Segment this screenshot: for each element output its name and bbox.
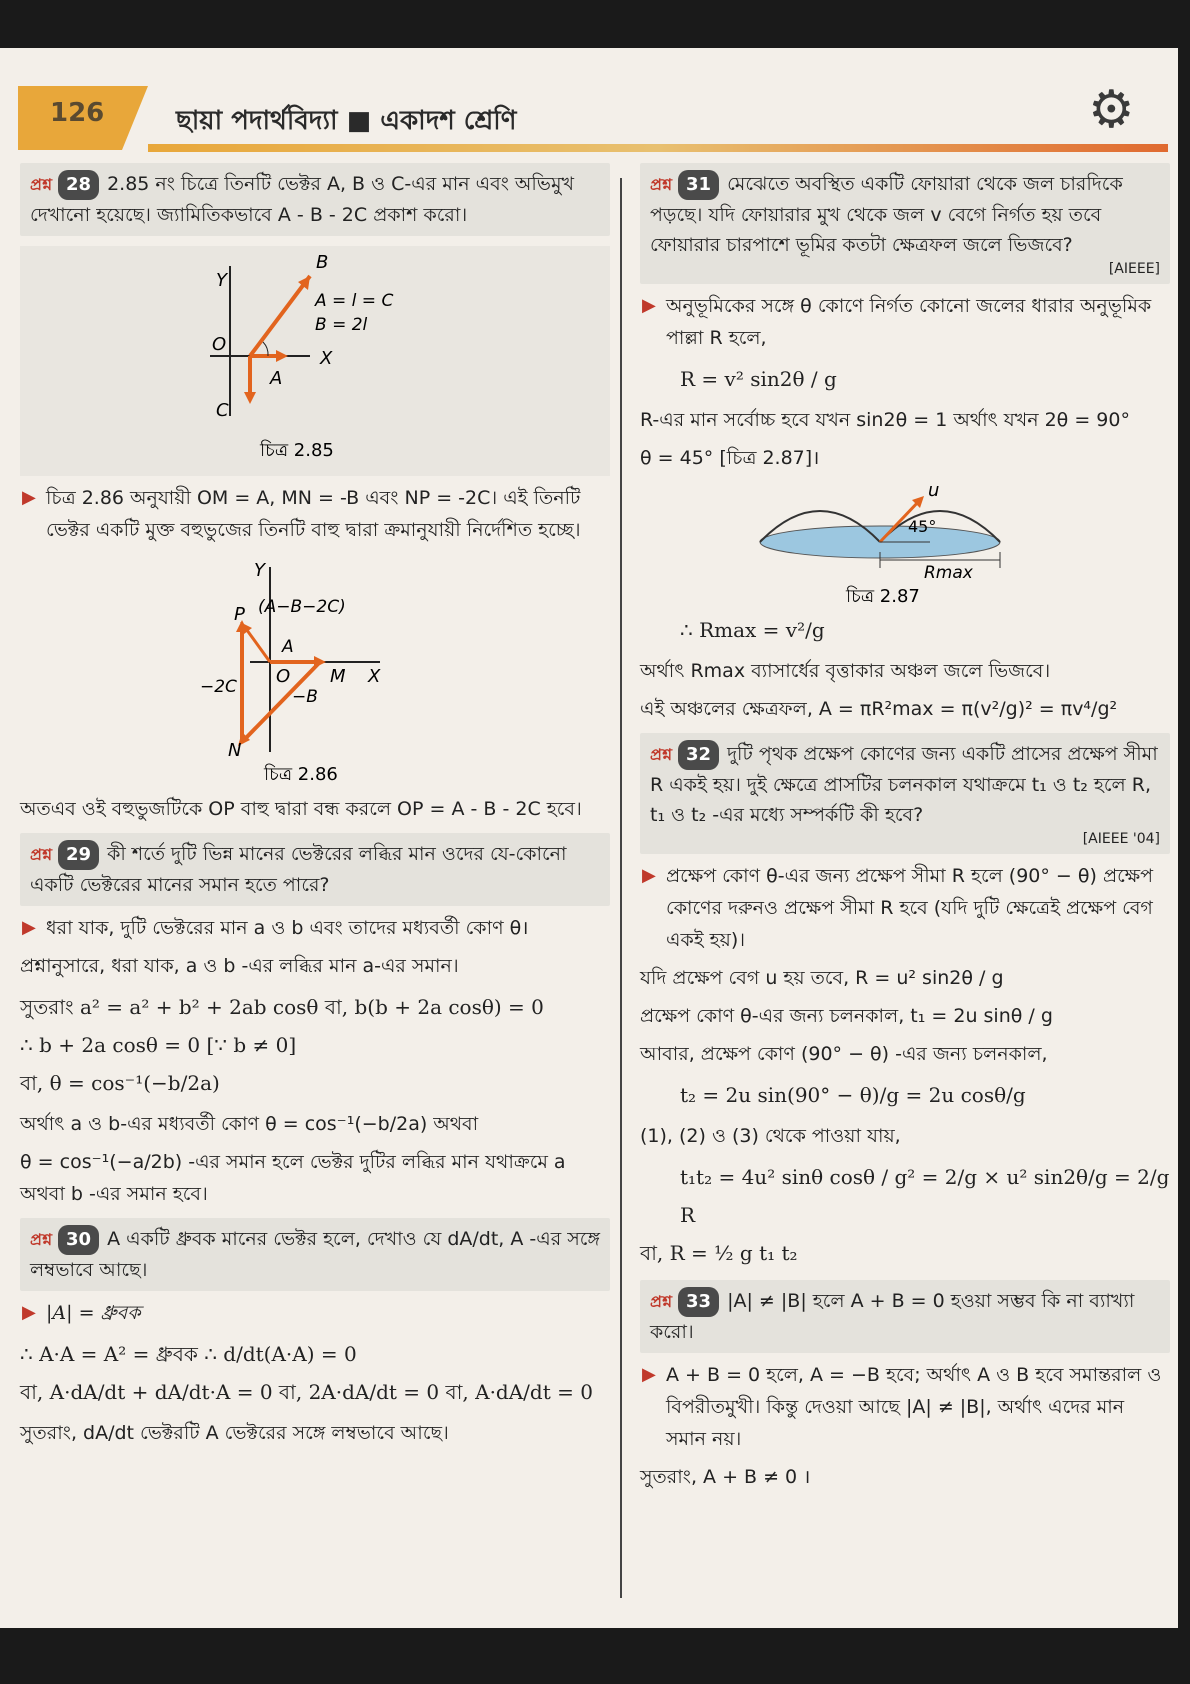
- svg-text:−B: −B: [292, 687, 318, 707]
- answer-31-line-3: θ = 45° [চিত্র 2.87]।: [640, 447, 820, 469]
- svg-text:O: O: [212, 334, 227, 355]
- question-28: [20, 163, 610, 236]
- answer-line-1: ধরা যাক, দুটি ভেক্টরের মান a ও b এবং তাদের মধ্যবর্তী কোণ θ।: [46, 917, 529, 939]
- answer-29: [20, 912, 610, 944]
- figure-caption: চিত্র 2.86: [264, 764, 338, 785]
- answer-line-1: A + B = 0 হলে, A = −B হবে; অর্থাৎ A ও B হবে সমান্তরাল ও বিপরীতমুখী। কিন্তু দেওয়া আছে |A| ≠ |B|, অর্থাৎ এদের মান সমান নয়।: [666, 1364, 1162, 1450]
- equation: বা, R = ½ g t₁ t₂: [640, 1241, 798, 1265]
- question-label: প্রশ্ন: [650, 175, 673, 194]
- figure-2-85: [20, 246, 610, 476]
- equation: R = v² sin2θ / g: [680, 367, 837, 391]
- answer-33-line-2: সুতরাং, A + B ≠ 0 ।: [640, 1466, 811, 1488]
- svg-text:B: B: [316, 252, 329, 273]
- question-text: 2.85 নং চিত্রে তিনটি ভেক্টর A, B ও C-এর মান এবং অভিমুখ দেখানো হয়েছে। জ্যামিতিকভাবে A - B - 2C প্রকাশ করো।: [30, 173, 574, 226]
- answer-31-line-5: এই অঞ্চলের ক্ষেত্রফল, A = πR²max = π(v²/g)² = πv⁴/g²: [640, 698, 1118, 720]
- svg-text:N: N: [228, 740, 242, 761]
- answer-32: [640, 860, 1170, 956]
- answer-arrow-icon: ▶: [642, 295, 656, 316]
- vector-diagram-286: [20, 552, 580, 787]
- question-number: 29: [58, 840, 99, 870]
- equation: বা, A·dA/dt + dA/dt·A = 0 বা, 2A·dA/dt = 0 বা, A·dA/dt = 0: [20, 1380, 593, 1404]
- left-column: [20, 163, 610, 1455]
- svg-text:M: M: [330, 666, 346, 687]
- answer-33: [640, 1359, 1170, 1455]
- question-text: মেঝেতে অবস্থিত একটি ফোয়ারা থেকে জল চারদিকে পড়ছে। যদি ফোয়ারার মুখ থেকে জল v বেগে নির্গত হয় তবে ফোয়ারার চারপাশে ভূমির কতটা ক্ষেত্রফল জলে ভিজবে?: [650, 173, 1123, 256]
- answer-29-line-2: প্রশ্নানুসারে, ধরা যাক, a ও b -এর লব্ধির মান a-এর সমান।: [20, 955, 459, 977]
- question-32: [640, 733, 1170, 854]
- conclusion-28: অতএব ওই বহুভুজটিকে OP বাহু দ্বারা বন্ধ করলে OP = A - B - 2C হবে।: [20, 798, 582, 820]
- exam-reference: [AIEEE]: [1108, 261, 1160, 277]
- equation: ∴ A·A = A² = ধ্রুবক ∴ d/dt(A·A) = 0: [20, 1342, 357, 1366]
- question-31: [640, 163, 1170, 284]
- svg-text:O: O: [276, 666, 291, 687]
- figure-caption: চিত্র 2.85: [260, 440, 334, 461]
- svg-text:C: C: [216, 400, 229, 421]
- equation: ∴ b + 2a cosθ = 0 [∵ b ≠ 0]: [20, 1033, 297, 1057]
- equation: বা, θ = cos⁻¹(−b/2a): [20, 1071, 220, 1095]
- question-number: 31: [678, 170, 719, 200]
- fountain-diagram: [640, 480, 1170, 605]
- book-title: ছায়া পদার্থবিদ্যা ■ একাদশ শ্রেণি: [176, 106, 517, 136]
- textbook-page: [0, 48, 1178, 1628]
- svg-text:Y: Y: [216, 270, 227, 291]
- question-33: [640, 1280, 1170, 1353]
- exam-reference: [AIEEE '04]: [1082, 831, 1160, 847]
- svg-text:X: X: [368, 666, 381, 687]
- answer-arrow-icon: ▶: [642, 865, 656, 886]
- page-header: [18, 80, 1168, 156]
- fig-label-u: u: [928, 480, 940, 501]
- equation: সুতরাং a² = a² + b² + 2ab cosθ বা, b(b + 2a cosθ) = 0: [20, 995, 544, 1019]
- question-text: কী শর্তে দুটি ভিন্ন মানের ভেক্টরের লব্ধির মান ওদের যে-কোনো একটি ভেক্টরের মানের সমান হতে পারে?: [30, 843, 567, 896]
- equation: প্রক্ষেপ কোণ θ-এর জন্য চলনকাল, t₁ = 2u sinθ / g: [640, 1005, 1053, 1027]
- answer-29-line-4: θ = cos⁻¹(−a/2b) -এর সমান হলে ভেক্টর দুটির লব্ধির মান যথাক্রমে a অথবা b -এর সমান হবে।: [20, 1151, 566, 1205]
- figure-caption: চিত্র 2.87: [846, 586, 920, 605]
- conclusion-30: সুতরাং, dA/dt ভেক্টরটি A ভেক্টরের সঙ্গে লম্বভাবে আছে।: [20, 1422, 449, 1444]
- fig-label-rmax: Rmax: [924, 563, 973, 583]
- answer-text: চিত্র 2.86 অনুযায়ী OM = A, MN = -B এবং NP = -2C। এই তিনটি ভেক্টর একটি মুক্ত বহুভুজের তিনটি বাহু দ্বারা ক্রমানুযায়ী নির্দেশিত হচ্ছে।: [46, 487, 581, 541]
- answer-31: [640, 290, 1170, 354]
- question-number: 32: [678, 740, 719, 770]
- right-column: [640, 163, 1170, 1499]
- question-number: 33: [678, 1287, 719, 1317]
- svg-text:P: P: [234, 604, 245, 625]
- answer-arrow-icon: ▶: [22, 487, 36, 508]
- svg-text:Y: Y: [254, 560, 265, 581]
- question-29: [20, 833, 610, 906]
- question-number: 30: [58, 1225, 99, 1255]
- answer-arrow-icon: ▶: [22, 1302, 36, 1323]
- answer-28: [20, 482, 610, 546]
- answer-31-line-4: অর্থাৎ Rmax ব্যাসার্ধের বৃত্তাকার অঞ্চল জলে ভিজবে।: [640, 660, 1051, 682]
- equation: (1), (2) ও (3) থেকে পাওয়া যায়,: [640, 1125, 901, 1147]
- equation: |A| = ধ্রুবক: [46, 1302, 141, 1324]
- answer-arrow-icon: ▶: [22, 917, 36, 938]
- question-label: প্রশ্ন: [650, 1292, 673, 1311]
- question-text: |A| ≠ |B| হলে A + B = 0 হওয়া সম্ভব কি না ব্যাখ্যা করো।: [650, 1290, 1135, 1343]
- svg-text:−2C: −2C: [200, 677, 237, 697]
- question-label: প্রশ্ন: [30, 1230, 53, 1249]
- equation: t₁t₂ = 4u² sinθ cosθ / g² = 2/g × u² sin2θ/g = 2/g R: [680, 1165, 1170, 1227]
- question-label: প্রশ্ন: [650, 745, 673, 764]
- page-number: 126: [50, 98, 105, 128]
- question-30: [20, 1218, 610, 1291]
- equation: যদি প্রক্ষেপ বেগ u হয় তবে, R = u² sin2θ / g: [640, 967, 1004, 989]
- question-text: A একটি ধ্রুবক মানের ভেক্টর হলে, দেখাও যে dA/dt, A -এর সঙ্গে লম্বভাবে আছে।: [30, 1228, 600, 1281]
- answer-arrow-icon: ▶: [642, 1364, 656, 1385]
- fig-label-angle: 45°: [908, 517, 937, 536]
- question-label: প্রশ্ন: [30, 175, 53, 194]
- figure-2-86: [20, 552, 610, 787]
- figure-2-87: [640, 480, 1170, 605]
- svg-text:(A−B−2C): (A−B−2C): [258, 597, 346, 617]
- vector-diagram-285: [20, 246, 560, 476]
- answer-30: [20, 1297, 610, 1329]
- header-rule: [148, 144, 1168, 152]
- answer-line-1: অনুভূমিকের সঙ্গে θ কোণে নির্গত কোনো জলের ধারার অনুভূমিক পাল্লা R হলে,: [666, 295, 1152, 349]
- svg-text:A: A: [270, 368, 283, 389]
- question-label: প্রশ্ন: [30, 845, 53, 864]
- svg-text:X: X: [320, 348, 333, 369]
- svg-text:A: A: [282, 637, 294, 657]
- equation: t₂ = 2u sin(90° − θ)/g = 2u cosθ/g: [680, 1083, 1026, 1107]
- question-number: 28: [58, 170, 99, 200]
- answer-31-line-2: R-এর মান সর্বোচ্চ হবে যখন sin2θ = 1 অর্থাৎ যখন 2θ = 90°: [640, 409, 1130, 431]
- answer-29-line-3: অর্থাৎ a ও b-এর মধ্যবর্তী কোণ θ = cos⁻¹(−b/2a) অথবা: [20, 1113, 479, 1135]
- column-divider: [620, 178, 622, 1598]
- answer-line-1: প্রক্ষেপ কোণ θ-এর জন্য প্রক্ষেপ সীমা R হলে (90° − θ) প্রক্ষেপ কোণের দরুনও প্রক্ষেপ সীমা R হবে (যদি দুটি ক্ষেত্রেই প্রক্ষেপ বেগ একই হয়)।: [666, 865, 1154, 951]
- fig-note-1: A = l = C: [315, 291, 394, 311]
- equation: ∴ Rmax = v²/g: [680, 618, 825, 642]
- fig-note-2: B = 2l: [315, 315, 368, 335]
- equation: আবার, প্রক্ষেপ কোণ (90° − θ) -এর জন্য চলনকাল,: [640, 1043, 1048, 1065]
- question-text: দুটি পৃথক প্রক্ষেপ কোণের জন্য একটি প্রাসের প্রক্ষেপ সীমা R একই হয়। দুই ক্ষেত্রে প্রাসটির চলনকাল যথাক্রমে t₁ ও t₂ হলে R, t₁ ও t₂ -এর মধ্যে সম্পর্কটি কী হবে?: [650, 743, 1158, 826]
- gear-icon: ⚙: [1088, 80, 1135, 140]
